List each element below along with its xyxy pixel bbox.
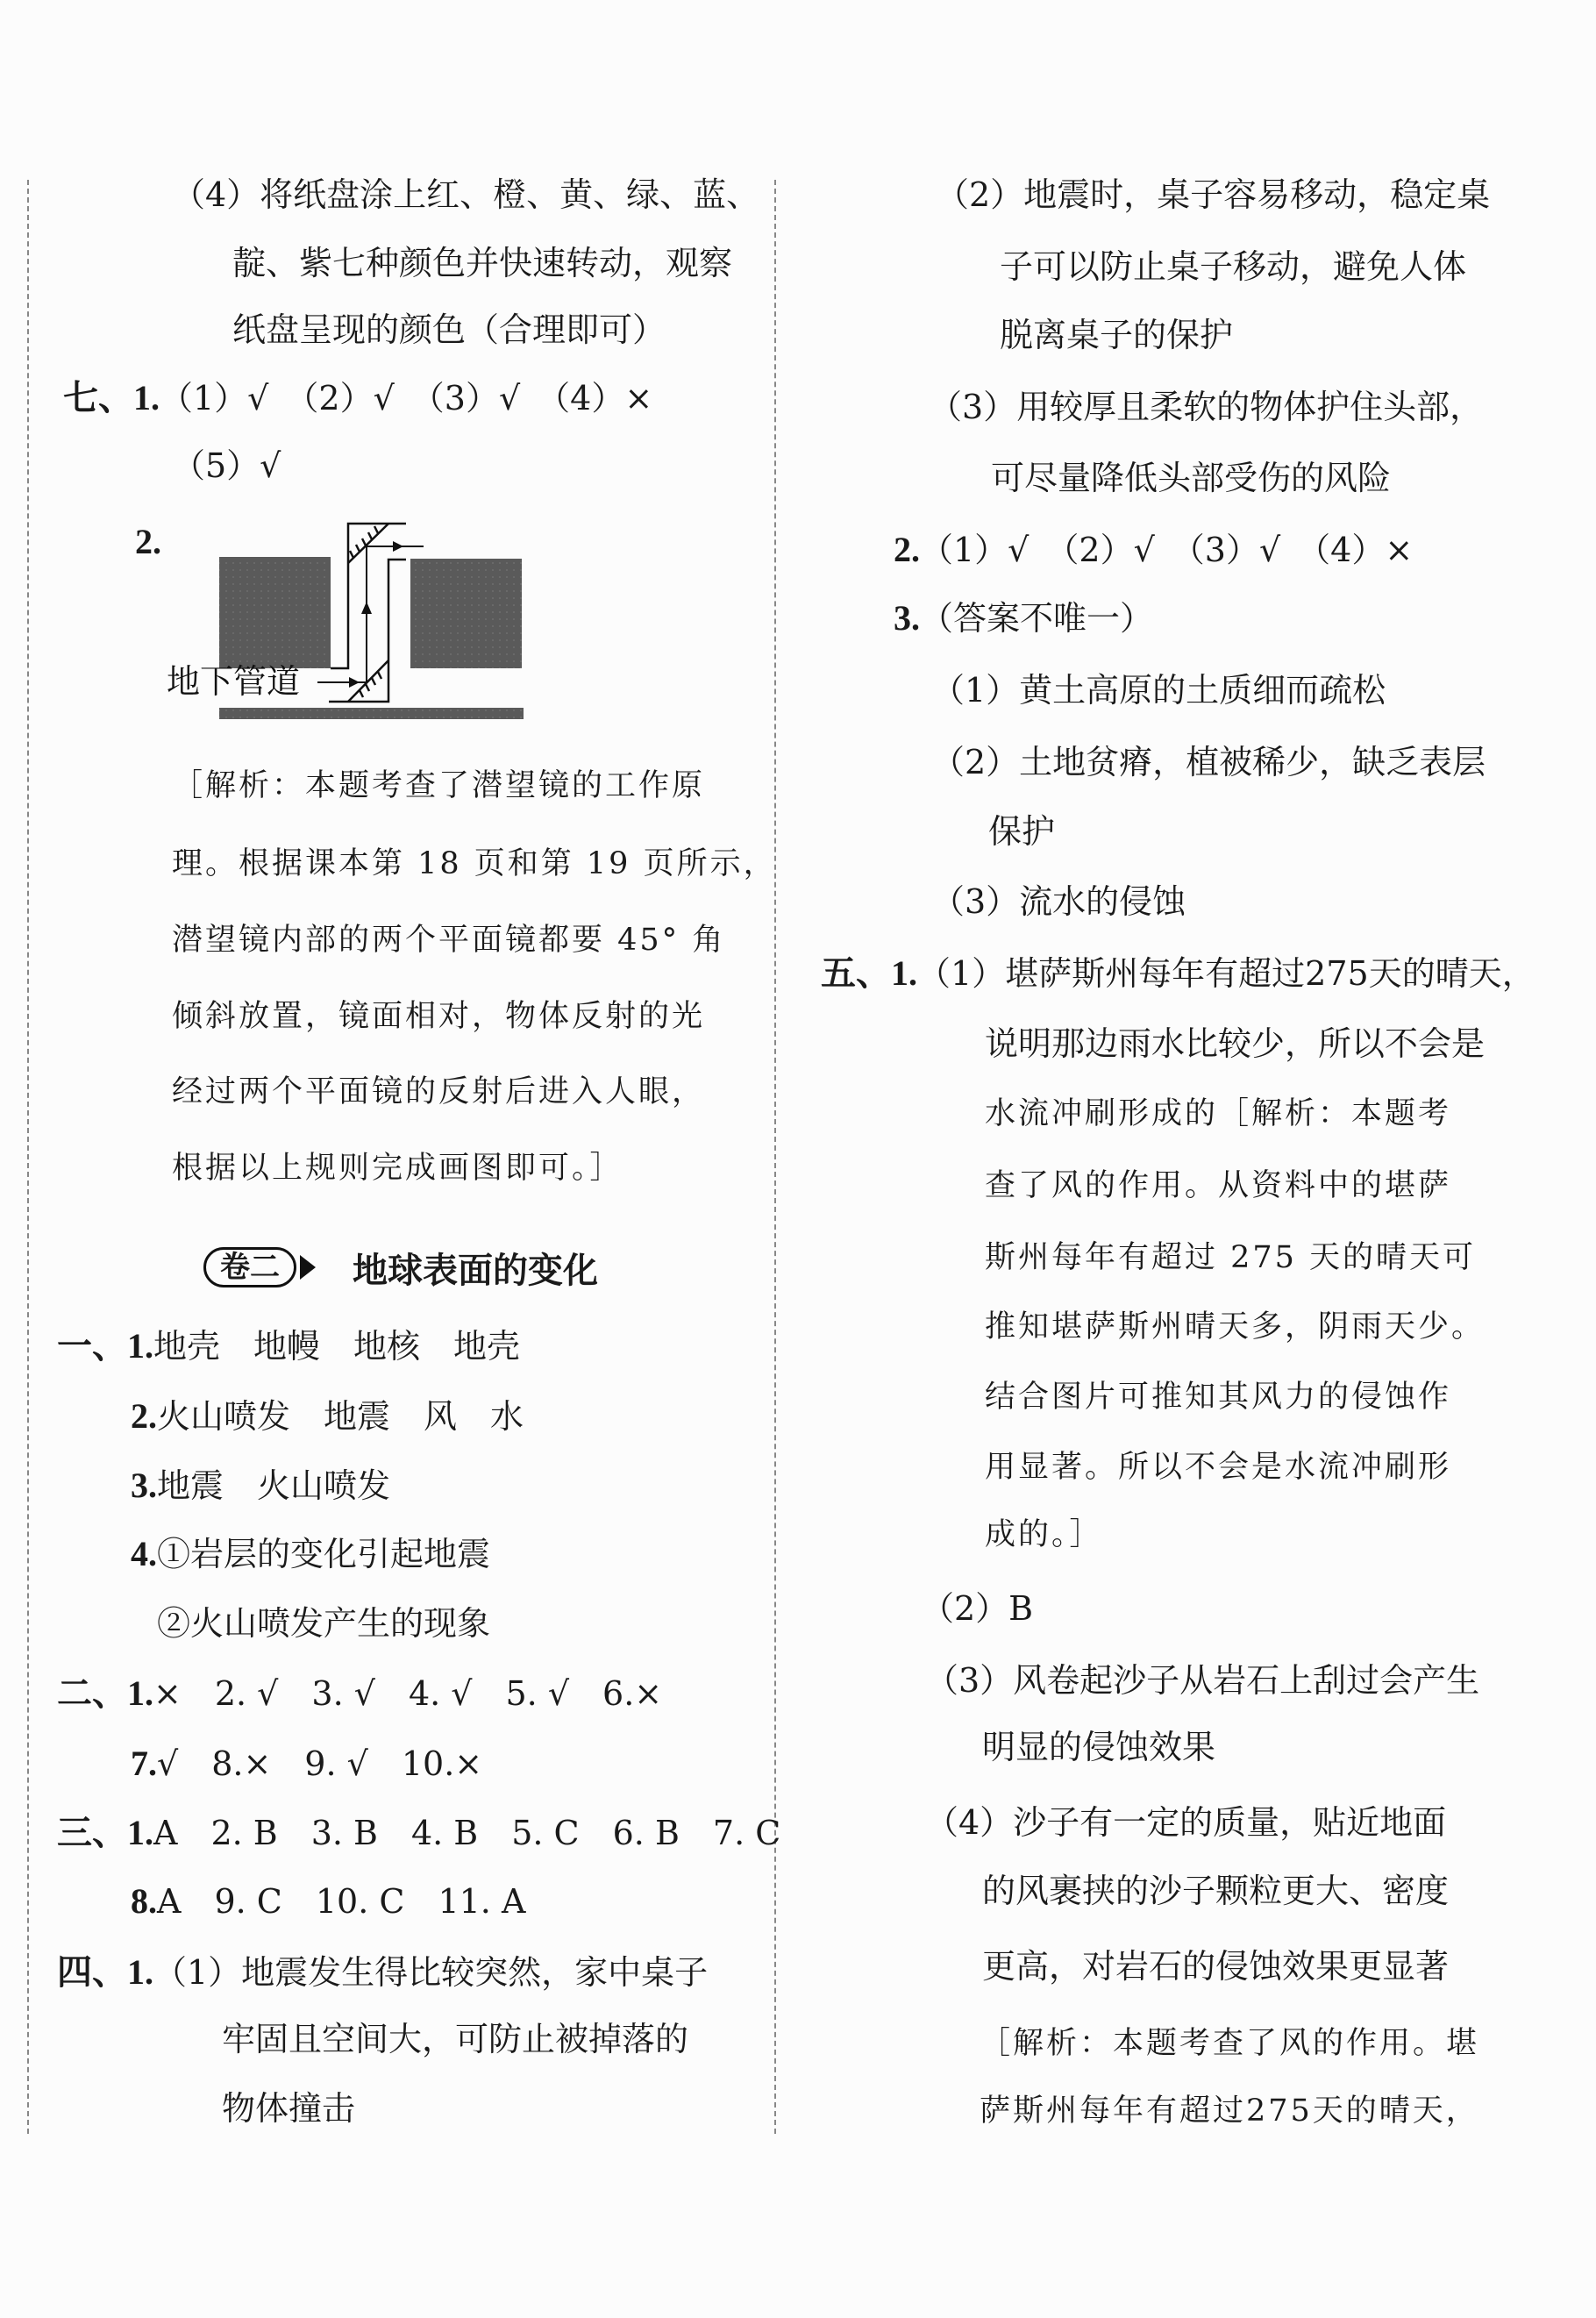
right-answer-line <box>980 2090 1479 2132</box>
answer-text: 水流冲刷形成的［解析：本题考 <box>985 1096 1452 1131</box>
question-number: 2. <box>135 522 161 561</box>
answer-text: 推知堪萨斯州晴天多，阴雨天少。 <box>985 1309 1486 1344</box>
answer-text: 保护 <box>988 812 1056 851</box>
answer-text: （5）√ <box>172 446 281 485</box>
answer-text: 更高，对岩石的侵蚀效果更显著 <box>982 1947 1450 1986</box>
answer-text: 的风裹挟的沙子颗粒更大、密度 <box>982 1872 1450 1910</box>
question-number: 7. <box>131 1744 157 1783</box>
answer-text: 可尽量降低头部受伤的风险 <box>991 459 1392 497</box>
left-answer-line <box>57 1951 708 1993</box>
diagram-label: 地下管道 <box>167 662 301 701</box>
question-number: 一、1. <box>57 1326 153 1366</box>
answer-text: √ 8.× 9. √ 10.× <box>157 1744 483 1783</box>
answer-text: 萨斯州每年有超过275天的晴天， <box>980 2093 1479 2129</box>
answer-text: 火山喷发 地震 风 水 <box>157 1397 524 1436</box>
answer-text: 纸盘呈现的颜色（合理即可） <box>232 310 666 349</box>
right-answer-line <box>921 1587 1033 1630</box>
left-answer-line <box>172 1147 623 1189</box>
right-answer-line <box>985 1306 1485 1348</box>
answer-text: A 9. C 10. C 11. A <box>157 1882 526 1921</box>
answer-text: ①岩层的变化引起地震 <box>157 1535 491 1573</box>
arrow-icon <box>300 1255 316 1280</box>
left-answer-line <box>172 843 777 885</box>
right-answer-line <box>982 1870 1449 1912</box>
answer-text: ②火山喷发产生的现象 <box>157 1604 491 1643</box>
section-title: 地球表面的变化 <box>353 1250 598 1291</box>
answer-text: 根据以上规则完成画图即可。］ <box>172 1151 623 1186</box>
answer-text: （答案不唯一） <box>920 599 1154 638</box>
answer-text: 用显著。所以不会是水流冲刷形 <box>985 1450 1452 1485</box>
answer-text: 经过两个平面镜的反射后进入人眼， <box>172 1074 706 1109</box>
answer-text: ［解析：本题考查了潜望镜的工作原 <box>172 768 706 803</box>
left-answer-line <box>131 1533 490 1575</box>
answer-text: 倾斜放置，镜面相对，物体反射的光 <box>172 999 706 1034</box>
answer-text: ［解析：本题考查了风的作用。堪 <box>980 2026 1480 2061</box>
answer-text: 结合图片可推知其风力的侵蚀作 <box>985 1380 1452 1415</box>
left-answer-line <box>222 2087 355 2129</box>
right-answer-line <box>985 1446 1451 1488</box>
answer-text: （2）土地贫瘠，植被稀少，缺乏表层 <box>931 743 1486 781</box>
answer-text: 脱离桌子的保护 <box>1000 316 1234 354</box>
left-answer-line <box>57 1673 662 1715</box>
left-answer-line <box>131 1880 525 1922</box>
answer-text: 地壳 地幔 地核 地壳 <box>153 1327 521 1366</box>
answer-text: （2）地震时，桌子容易移动，稳定桌 <box>936 175 1491 214</box>
question-number: 3. <box>131 1466 157 1505</box>
right-answer-line <box>931 881 1186 923</box>
answer-text: （4）将纸盘涂上红、橙、黄、绿、蓝、 <box>172 175 760 214</box>
answer-text: （4）沙子有一定的质量，贴近地面 <box>925 1803 1447 1842</box>
left-answer-line <box>172 1071 705 1113</box>
answer-text: 明显的侵蚀效果 <box>982 1728 1216 1766</box>
right-answer-line <box>821 952 1535 995</box>
answer-text: 说明那边雨水比较少，所以不会是 <box>985 1024 1486 1063</box>
question-number: 3. <box>894 598 920 638</box>
ground-bar <box>219 708 524 719</box>
answer-text: 地震 火山喷发 <box>157 1466 391 1505</box>
answer-text: 子可以防止桌子移动，避免人体 <box>1000 247 1467 286</box>
left-answer-line <box>131 1465 390 1507</box>
left-answer-line <box>57 1325 520 1367</box>
left-answer-line <box>172 919 725 961</box>
section-badge: 卷二 <box>203 1247 296 1287</box>
right-answer-line <box>925 1659 1479 1701</box>
answer-text: 理。根据课本第 18 页和第 19 页所示， <box>172 846 777 881</box>
question-number: 8. <box>131 1881 157 1921</box>
right-answer-line <box>985 1376 1451 1418</box>
left-answer-line <box>131 1395 524 1437</box>
right-answer-line <box>985 1165 1451 1207</box>
left-answer-line <box>172 995 705 1038</box>
right-answer-line <box>985 1023 1485 1065</box>
answer-text: 潜望镜内部的两个平面镜都要 45° 角 <box>172 923 726 958</box>
answer-text: × 2. √ 3. √ 4. √ 5. √ 6.× <box>153 1674 663 1713</box>
question-number: 2. <box>894 530 920 569</box>
arrow-heads <box>349 541 403 688</box>
answer-text: 靛、紫七种颜色并快速转动，观察 <box>232 244 733 282</box>
question-number: 二、1. <box>57 1673 153 1713</box>
answer-text: （3）流水的侵蚀 <box>931 882 1186 921</box>
right-answer-line <box>982 1726 1215 1768</box>
question-number: 2. <box>131 1396 157 1436</box>
answer-text: （1）黄土高原的土质细而疏松 <box>931 671 1386 710</box>
question-number: 三、1. <box>57 1813 153 1852</box>
answer-text: （3）用较厚且柔软的物体护住头部， <box>929 388 1484 426</box>
answer-text: （1）√ （2）√ （3）√ （4）× <box>160 379 653 417</box>
answer-text: 查了风的作用。从资料中的堪萨 <box>985 1168 1452 1203</box>
question-number: 四、1. <box>57 1952 153 1992</box>
answer-text: 斯州每年有超过 275 天的晴天可 <box>985 1240 1477 1275</box>
answer-text: 牢固且空间大，可防止被掉落的 <box>222 2020 689 2058</box>
light-ray <box>317 546 424 682</box>
section-header <box>203 1245 598 1289</box>
left-answer-line <box>131 1743 482 1785</box>
right-answer-line <box>925 1801 1446 1844</box>
right-answer-line <box>985 1514 1103 1556</box>
answer-text: 物体撞击 <box>222 2089 356 2128</box>
left-answer-line <box>157 1602 490 1644</box>
question-number: 七、1. <box>63 378 160 417</box>
answer-text: （1）堪萨斯州每年有超过275天的晴天， <box>917 954 1535 993</box>
periscope-diagram <box>0 0 1596 789</box>
answer-text: A 2. B 3. B 4. B 5. C 6. B 7. C <box>153 1814 781 1852</box>
left-answer-line <box>57 1812 780 1854</box>
answer-text: （3）风卷起沙子从岩石上刮过会产生 <box>925 1661 1480 1700</box>
right-answer-line <box>985 1093 1451 1135</box>
left-answer-line <box>222 2018 688 2060</box>
right-answer-line <box>980 2022 1479 2065</box>
right-answer-line <box>988 810 1055 852</box>
question-number: 4. <box>131 1534 157 1573</box>
right-answer-line <box>985 1237 1476 1279</box>
building-right <box>410 559 522 668</box>
question-number: 五、1. <box>821 953 917 993</box>
answer-text: （1）地震发生得比较突然，家中桌子 <box>153 1953 709 1992</box>
answer-text: （1）√ （2）√ （3）√ （4）× <box>920 531 1414 569</box>
mirror-top <box>348 524 388 563</box>
building-left <box>219 557 331 668</box>
answer-text: 成的。］ <box>985 1517 1103 1552</box>
answer-text: （2）B <box>921 1589 1034 1628</box>
right-answer-line <box>982 1945 1449 1987</box>
